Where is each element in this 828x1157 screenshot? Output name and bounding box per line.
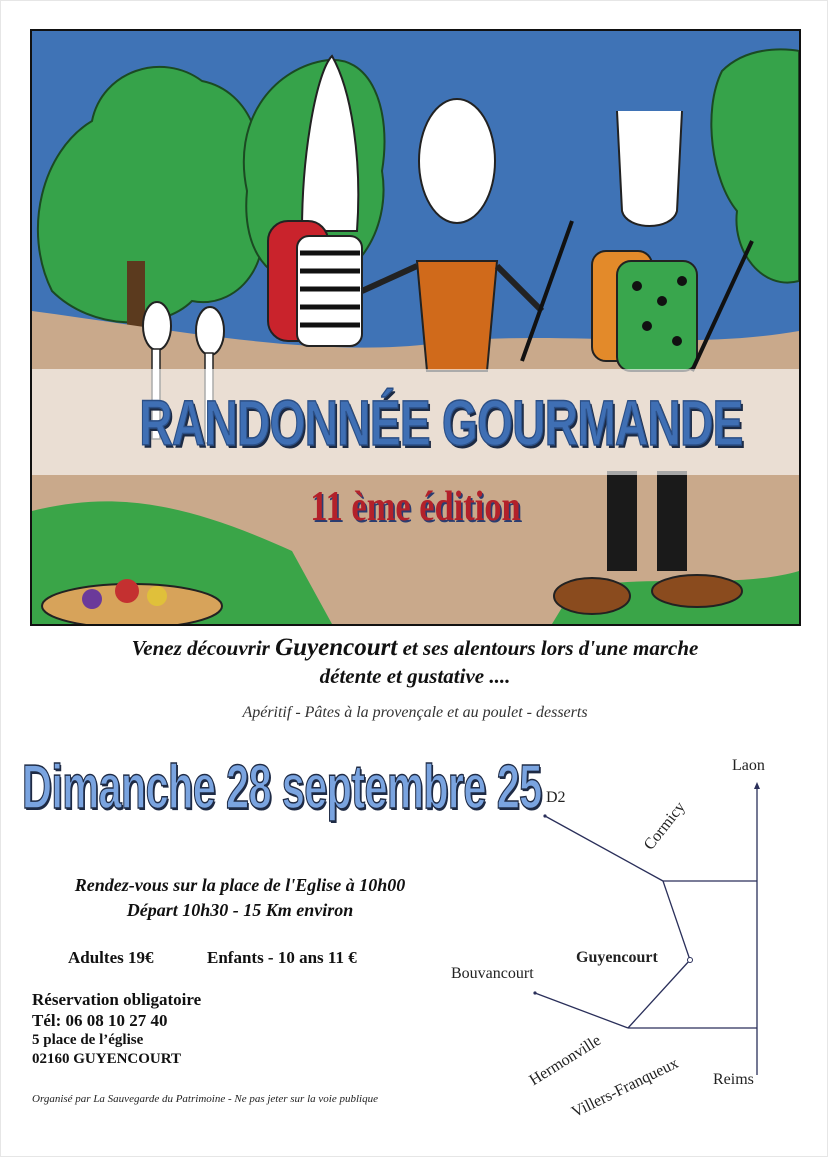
route-map bbox=[440, 750, 780, 1130]
map-label-laon: Laon bbox=[732, 757, 765, 774]
poster-illustration bbox=[30, 29, 801, 626]
reservation-block bbox=[32, 989, 201, 1069]
intro-town: Guyencourt bbox=[275, 634, 398, 661]
intro-part1: Venez découvrir bbox=[131, 636, 276, 660]
address-line-2: 02160 GUYENCOURT bbox=[32, 1051, 182, 1067]
price-adults: Adultes 19€ bbox=[68, 948, 154, 967]
map-label-guyencourt: Guyencourt bbox=[576, 949, 658, 966]
meeting-info bbox=[20, 873, 460, 923]
address-line-1: 5 place de l’église bbox=[32, 1032, 144, 1048]
map-label-d2: D2 bbox=[546, 789, 566, 806]
map-label-reims: Reims bbox=[713, 1071, 754, 1088]
edition-subtitle: 11 ème édition bbox=[310, 484, 521, 530]
hikers-drawing bbox=[32, 31, 799, 624]
intro-line2: détente et gustative .... bbox=[319, 664, 511, 688]
footer-note: Organisé par La Sauvegarde du Patrimoine - Ne pas jeter sur la voie publique bbox=[32, 1093, 378, 1105]
price-children: Enfants - 10 ans 11 € bbox=[207, 948, 357, 967]
poster-title: RANDONNÉE GOURMANDE bbox=[139, 387, 743, 459]
event-date: Dimanche 28 septembre 25 bbox=[22, 753, 542, 822]
meeting-line: Rendez-vous sur la place de l'Eglise à 10h00 bbox=[74, 875, 406, 895]
phone-number[interactable]: Tél: 06 08 10 27 40 bbox=[32, 1011, 168, 1030]
map-label-villers-franqueux: Villers-Franqueux bbox=[569, 1054, 682, 1122]
map-label-cormicy: Cormicy bbox=[640, 798, 689, 854]
intro-text bbox=[40, 634, 790, 690]
reservation-label: Réservation obligatoire bbox=[32, 990, 202, 1009]
map-label-hermonville: Hermonville bbox=[526, 1031, 605, 1090]
departure-line: Départ 10h30 - 15 Km environ bbox=[126, 900, 354, 920]
intro-part2: et ses alentours lors d'une marche bbox=[397, 636, 699, 660]
menu-text: Apéritif - Pâtes à la provençale et au poulet - desserts bbox=[242, 704, 588, 721]
map-label-bouvancourt: Bouvancourt bbox=[451, 965, 534, 982]
